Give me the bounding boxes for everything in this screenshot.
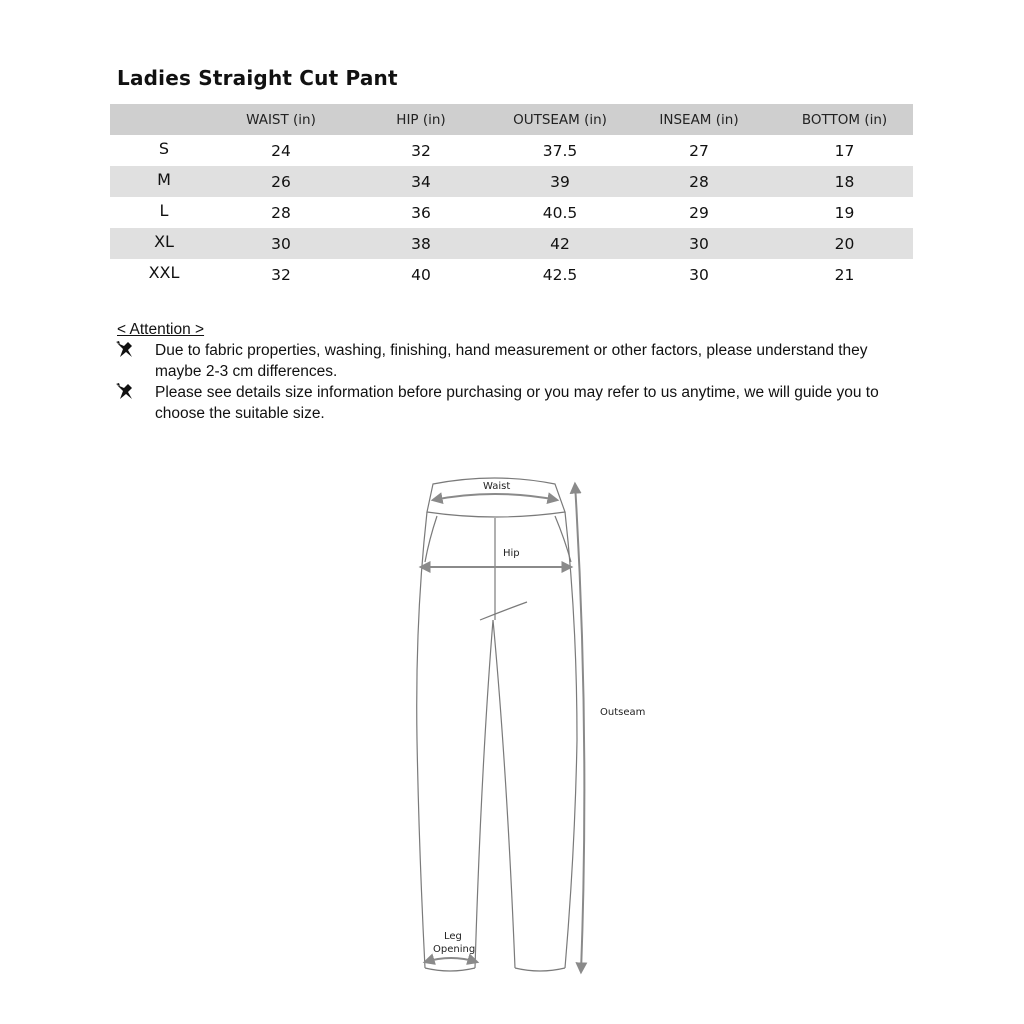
table-row <box>110 166 913 197</box>
left-leg-inner <box>475 620 493 968</box>
page-title: Ladies Straight Cut Pant <box>117 66 398 90</box>
inseam-value: 30 <box>622 228 776 259</box>
waist-value: 30 <box>218 228 344 259</box>
hip-value: 32 <box>411 141 431 160</box>
size-label: XL <box>110 228 218 259</box>
table-row <box>110 197 913 228</box>
bottom-value: 20 <box>776 228 913 259</box>
pant-measurement-diagram <box>405 470 665 990</box>
size-label: S <box>158 139 170 158</box>
outseam-value: 42.5 <box>542 265 578 284</box>
attention-note-text: Please see details size information before purchasing or you may refer to us anytime, we will guide you to choose the suitable size. <box>155 384 879 422</box>
size-label: XXL <box>148 263 180 282</box>
inseam-value: 29 <box>689 203 709 222</box>
pant-diagram-svg <box>405 470 665 990</box>
pushpin-icon <box>115 340 137 360</box>
outseam-label: Outseam <box>600 707 646 718</box>
size-label: L <box>159 201 169 220</box>
table-row <box>110 228 913 259</box>
waist-value: 32 <box>271 265 291 284</box>
outseam-value: 42 <box>498 228 622 259</box>
pant-outline <box>417 478 577 971</box>
attention-note <box>117 340 907 382</box>
header-size <box>110 104 218 135</box>
header-waist: WAIST (in) <box>218 104 344 135</box>
crotch-line <box>480 602 527 620</box>
left-leg-hem <box>425 968 475 971</box>
inseam-value: 28 <box>622 166 776 197</box>
pushpin-icon <box>115 382 137 402</box>
waist-value: 24 <box>271 141 291 160</box>
leg-opening-label-line2: Opening <box>433 944 476 955</box>
hip-value: 36 <box>411 203 431 222</box>
size-label: M <box>110 166 218 197</box>
attention-section <box>117 321 907 424</box>
attention-title: < Attention > <box>117 321 205 338</box>
right-leg-inner <box>493 620 515 968</box>
header-inseam: INSEAM (in) <box>622 104 776 135</box>
hip-value: 40 <box>411 265 431 284</box>
outseam-value: 39 <box>498 166 622 197</box>
waist-label: Waist <box>483 481 511 492</box>
inseam-value: 30 <box>689 265 709 284</box>
left-pocket <box>425 516 437 562</box>
attention-note-text: Due to fabric properties, washing, finishing, hand measurement or other factors, please understand they maybe 2-3 cm differences. <box>155 342 868 380</box>
hip-label: Hip <box>503 548 520 559</box>
leg-opening-arrow <box>425 958 477 962</box>
outseam-value: 37.5 <box>542 141 578 160</box>
header-hip: HIP (in) <box>344 104 498 135</box>
table-row <box>110 135 913 166</box>
waist-arrow <box>433 494 557 500</box>
waist-value: 26 <box>218 166 344 197</box>
header-bottom: BOTTOM (in) <box>776 104 913 135</box>
table-header-row <box>110 104 913 135</box>
waist-value: 28 <box>271 203 291 222</box>
bottom-value: 18 <box>776 166 913 197</box>
hip-value: 38 <box>344 228 498 259</box>
outseam-value: 40.5 <box>542 203 578 222</box>
right-pocket <box>555 516 571 562</box>
hip-value: 34 <box>344 166 498 197</box>
inseam-value: 27 <box>689 141 709 160</box>
right-leg-outer <box>565 512 577 968</box>
bottom-value: 17 <box>834 141 855 160</box>
left-leg-outer <box>417 512 427 968</box>
table-row <box>110 259 913 290</box>
attention-note <box>117 382 907 424</box>
bottom-value: 21 <box>834 265 855 284</box>
size-chart-table <box>110 104 913 290</box>
bottom-value: 19 <box>834 203 855 222</box>
right-leg-hem <box>515 968 565 971</box>
leg-opening-label-line1: Leg <box>444 931 462 942</box>
header-outseam: OUTSEAM (in) <box>498 104 622 135</box>
